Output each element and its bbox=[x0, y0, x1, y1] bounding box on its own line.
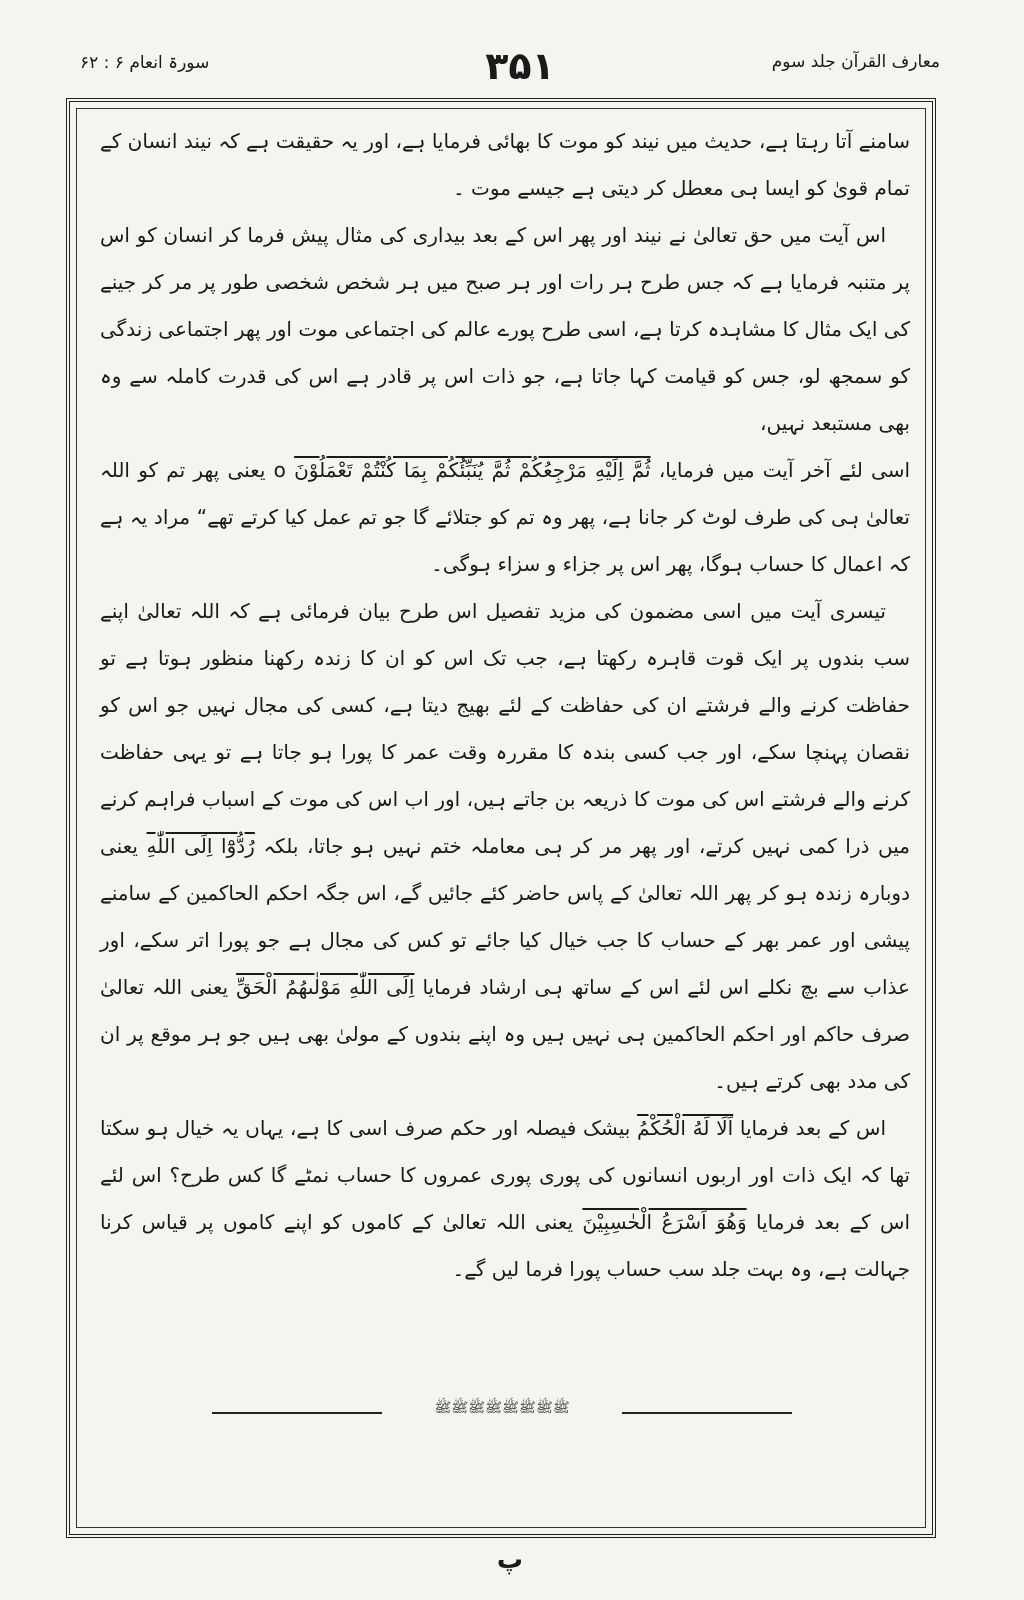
line-2: کے تمام قویٰ کو ایسا ہی معطل کر دیتی ہے جیسے موت ۔ bbox=[100, 129, 910, 200]
quran-verse: ثُمَّ اِلَیْهِ مَرْجِعُكُمْ ثُمَّ یُنَبِّئُكُمْ بِمَا كُنْتُمْ تَعْمَلُوْنَ bbox=[294, 458, 651, 482]
paragraph-4-text-c: یعنی اللہ تعالیٰ صرف حاکم اور احکم الحاکمین ہی نہیں ہیں وہ اپنے بندوں کے مولیٰ بھی ہیں جو ہر موقع پر ان کی مدد بھی کرتے ہیں۔ bbox=[100, 975, 910, 1093]
paragraph-5-text-c: یعنی اللہ تعالیٰ کے کاموں کو اپنے کاموں پر قیاس کرنا جہالت ہے، وہ بہت جلد سب حساب پورا فرما لیں گے۔ bbox=[100, 1210, 910, 1281]
paragraph-2: اس آیت میں حق تعالیٰ نے نیند اور پھر اس کے بعد بیداری کی مثال پیش فرما کر انسان کو اس پر متنبہ فرمایا ہے کہ جس طرح ہر رات اور ہر صبح میں ہر شخص شخصی طور پر مر کر جینے کی ایک مثال کا مشاہدہ کرتا ہے، اسی طرح پورے عالم کی اجتماعی موت اور پھر اجتماعی زندگی کو سمجھ لو، جس کو قیامت کہا جاتا ہے، جو ذات اس پر قادر ہے اس کی قدرت کاملہ سے وہ بھی مستبعد نہیں، bbox=[100, 223, 910, 435]
book-title: معارف القرآن جلد سوم bbox=[771, 52, 940, 72]
quran-verse: وَهُوَ اَسْرَعُ الْحٰسِبِيْنَ bbox=[582, 1210, 747, 1234]
paragraph-4-text: تیسری آیت میں اسی مضمون کی مزید تفصیل اس طرح بیان فرمائی ہے کہ اللہ تعالیٰ اپنے سب بندوں پر ایک قوت قاہرہ رکھتا ہے، جب تک اس کو ان کا زندہ رکھنا منظور ہوتا ہے تو حفاظت کرنے والے فرشتے ان کی حفاظت کے لئے بھیج دیتا ہے، کسی کی مجال نہیں جو اس کو نقصان پہنچا سکے، اور جب کسی بندہ کا مقررہ وقت عمر کا پورا ہو جاتا ہے تو یہی حفاظت کرنے والے فرشتے اس کی موت کا ذریعہ بن جاتے ہیں، اور اب اس کی موت کے اسباب فراہم کرنے میں ذرا کمی نہیں کرتے، اور پھر مر کر ہی معاملہ ختم نہیں ہو جاتا، بلکہ bbox=[100, 599, 910, 858]
section-separator bbox=[212, 1400, 792, 1421]
footer-mark: پ bbox=[496, 1545, 524, 1575]
quran-verse: رُدُّوْٓا اِلَى اللّٰهِ bbox=[146, 834, 255, 858]
paragraph-1 bbox=[100, 118, 910, 212]
page-header bbox=[70, 40, 950, 100]
paragraph-4 bbox=[100, 588, 910, 1105]
paragraph-4-text-b: یعنی دوبارہ زندہ ہو کر پھر اللہ تعالیٰ کے پاس حاضر کئے جائیں گے، اس جگہ احکم الحاکمین کے سامنے پیشی اور عمر بھر کے حساب کا جب خیال کیا جائے تو کس کی مجال ہے جو پورا اتر سکے، اور عذاب سے بچ نکلے اس لئے اس کے ساتھ ہی ارشاد فرمایا bbox=[100, 834, 910, 999]
surah-reference: سورۃ انعام ۶ : ۶۲ bbox=[80, 53, 210, 73]
line-1: سامنے آتا رہتا ہے، حدیث میں نیند کو موت کا بھائی فرمایا ہے، اور یہ حقیقت ہے کہ نیند انسان bbox=[127, 129, 910, 153]
paragraph-3-intro: اسی لئے آخر آیت میں فرمایا، bbox=[658, 458, 911, 482]
paragraph-5 bbox=[100, 1105, 910, 1293]
quran-verse: اَلَا لَهُ الْحُكْمُ bbox=[637, 1116, 734, 1140]
paragraph-5-intro: اس کے بعد فرمایا bbox=[739, 1116, 887, 1140]
paragraph-3-translation: یعنی پھر تم کو اللہ تعالیٰ ہی کی طرف لوٹ کر جانا ہے، پھر وہ تم کو جتلائے گا جو تم عمل کیا کرتے تھے“ مراد یہ ہے کہ اعمال کا حساب ہوگا، پھر اس پر جزاء و سزاء ہوگی۔ bbox=[100, 458, 911, 576]
quran-verse: اِلَى اللّٰهِ مَوْلٰىهُمُ الْحَقِّ bbox=[236, 975, 415, 999]
body-text bbox=[100, 118, 910, 1293]
paragraph-3 bbox=[100, 447, 910, 588]
page-number: ۳۵۱ bbox=[485, 44, 555, 88]
paragraph-5-text-b: بیشک فیصلہ اور حکم صرف اسی کا ہے، یہاں یہ خیال ہو سکتا تھا کہ ایک ذات اور اربوں انسانوں کی پوری پوری عمروں کا حساب نمٹے گا کس طرح؟ اس لئے اس کے بعد فرمایا bbox=[100, 1116, 911, 1234]
verse-end-mark: o bbox=[273, 458, 286, 482]
separator-ornament: ﷺﷺﷺﷺﷺﷺﷺﷺ bbox=[382, 1399, 622, 1419]
